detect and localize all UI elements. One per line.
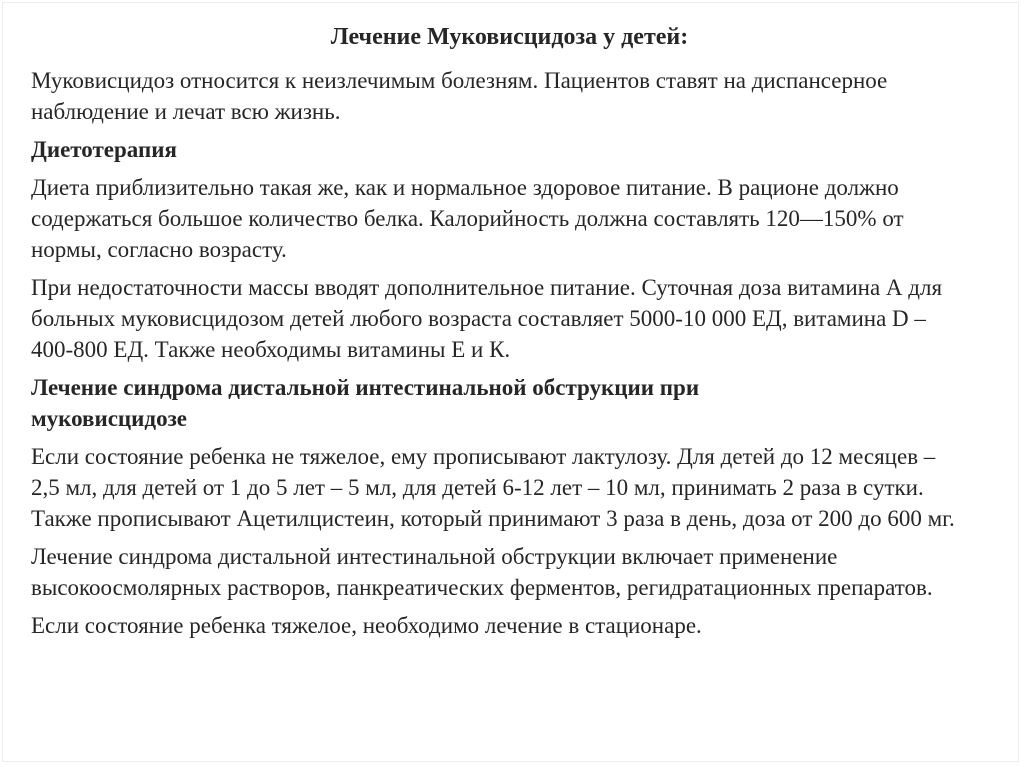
slide-title: Лечение Муковисцидоза у детей: [330, 24, 689, 50]
paragraph-vitamin-doses: При недостаточности массы вводят дополнительное питание. Суточная доза витамина А для больных муковисцидозом детей любого возраста составляет 5000-10 000 ЕД, витамина D – 400-800 ЕД. Также необходимы витамины Е и К. [31, 275, 943, 362]
heading-dios-treatment: Лечение синдрома дистальной интестинальной обструкции при муковисцидозе [31, 375, 700, 431]
paragraph-disease-overview: Муковисцидоз относится к неизлечимым болезням. Пациентов ставят на диспансерное наблюдение и лечат всю жизнь. [31, 68, 888, 124]
paragraph-dios-medications: Лечение синдрома дистальной интестинальной обструкции включает применение высокоосмолярных растворов, панкреатических ферментов, регидратационных препаратов. [31, 544, 933, 600]
slide-page [2, 2, 1019, 762]
heading-diet-therapy: Диетотерапия [31, 137, 177, 162]
paragraph-hospital-treatment: Если состояние ребенка тяжелое, необходимо лечение в стационаре. [31, 613, 702, 638]
paragraph-diet-description: Диета приблизительно такая же, как и нормальное здоровое питание. В рационе должно содержаться большое количество белка. Калорийность должна составлять 120—150% от нормы, согласно возрасту. [31, 175, 904, 262]
paragraph-lactulose-dosage: Если состояние ребенка не тяжелое, ему прописывают лактулозу. Для детей до 12 месяцев – 2,5 мл, для детей от 1 до 5 лет – 5 мл, для детей 6-12 лет – 10 мл, принимать 2 раза в сутки. Также прописывают Ацетилцистеин, который принимают 3 раза в день, доза от 200 до 600 мг. [31, 444, 955, 531]
